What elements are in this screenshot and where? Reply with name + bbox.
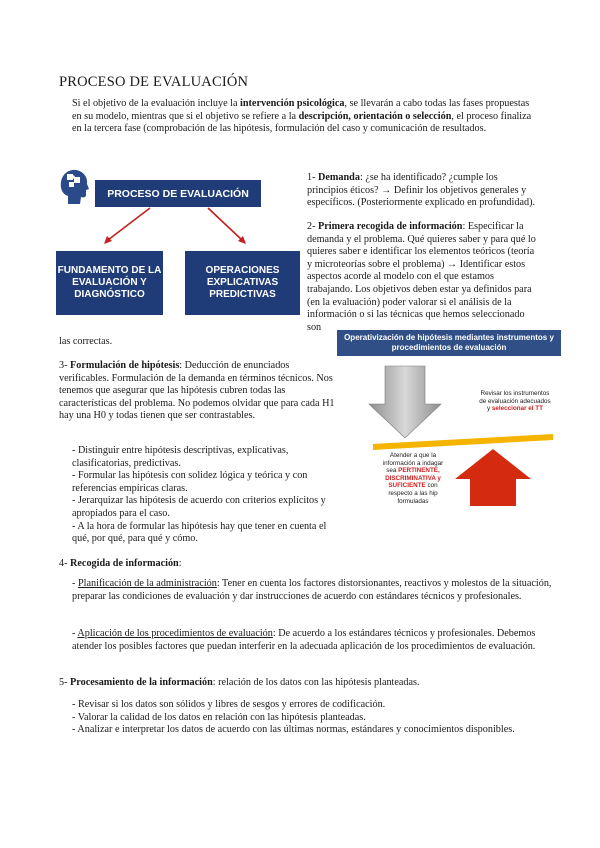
intro-bold-1: intervención psicológica [240,98,345,109]
fundamento-box: FUNDAMENTO DE LA EVALUACIÓN Y DIAGNÓSTICO [56,251,163,315]
step-4-label: Recogida de información [70,558,179,569]
step-4-item-2-prefix: - [72,628,78,639]
step-1-paragraph [307,172,539,210]
down-arrow [369,366,441,438]
list-item: - Jerarquizar las hipótesis de acuerdo con criterios explícitos y apropiados para el caso. [72,495,326,519]
instrument-note-text: Revisar los instrumentos de evaluación adecuados y [479,390,551,413]
process-diagram [58,168,303,328]
step-2-text: : Especificar la demanda y el problema. Qué quieres saber y para qué lo quieres saber e identificar los elementos teóricos (teoría y microteorías sobre el problema) → Identificar estos aspectos acorde al modelo con el que estamos trabajando. Los objetivos deben estar ya definidos para (en la evaluación) poder valorar si el análisis de la información o si las técnicas que hemos seleccionado son [307,221,536,333]
list-item: - Distinguir entre hipótesis descriptivas, explicativas, clasificatorias, predictivas. [72,445,289,469]
list-item: - Formular las hipótesis con solidez lógica y teórica y con referencias empíricas claras. [72,470,308,494]
step-1-text: : ¿se ha identificado? ¿cumple los principios éticos? → Definir los objetivos generales y específicos. (Posteriormente explicado en profundidad). [307,172,536,209]
step-5-list [72,699,562,737]
step-4-item-2 [72,628,552,653]
information-note-red: PERTINENTE, DISCRIMINATIVA y SUFICIENTE [385,467,441,490]
step-4-item-2-label: Aplicación de los procedimientos de evaluación [77,628,273,639]
step-1-label: Demanda [318,172,360,183]
list-item: - Valorar la calidad de los datos en relación con las hipótesis planteadas. [72,711,366,723]
step-4-number: 4- [59,558,71,569]
step-4-heading [59,558,182,571]
step-4-item-1-text: : Tener en cuenta los factores distorsionantes, reactivos y molestos de la situación, preparar las condiciones de evaluación y dar instrucciones de acuerdo con estándares técnicos y profesionales. [72,578,552,602]
up-arrow [455,449,531,506]
balance-bar [373,434,553,450]
intro-text-1: Si el objetivo de la evaluación incluye la [72,98,241,109]
intro-bold-2: descripción, orientación o selección [298,110,452,122]
step-4-colon: : [178,558,182,569]
step-4-item-1-prefix: - [72,578,78,589]
process-box: PROCESO DE EVALUACIÓN [95,180,261,207]
hypothesis-diagram-header: Operativización de hipótesis mediantes instrumentos y procedimientos de evaluación [337,330,561,356]
list-item: - Analizar e interpretar los datos de acuerdo con las últimas normas, estándares y conocimientos disponibles. [72,724,515,736]
step-3-text: : Deducción de enunciados verificables. Formulación de la demanda en términos técnicos. Nos tenemos que asegurar que las hipótesis cubren todas las características del problema. No podemos olvidar que para cada H1 hay una H0 y todas tienen que ser contrastables. [59,360,335,422]
step-5-label: Procesamiento de la información [70,677,213,688]
information-note [379,452,447,505]
step-4-item-2-text: : De acuerdo a los estándares técnicos y profesionales. Debemos atender los posibles factores que puedan interferir en la adecuada aplicación de los procedimientos de evaluación. [72,628,536,652]
intro-text-2: , se llevarán a cabo todas las fases propuestas en su modelo, mientras que si el objetivo se refiere a la [72,98,530,122]
step-5-text: : relación de los datos con las hipótesis planteadas. [212,677,420,688]
hypothesis-diagram-graphic [337,356,561,506]
step-5-heading [59,677,539,690]
step-2-number: 2- [307,221,319,232]
step-2-label: Primera recogida de información [318,221,463,232]
step-1-number: 1- [307,172,319,183]
step-3-number: 3- [59,360,71,371]
step-2-tail: las correctas. [59,336,113,347]
instrument-note-red: seleccionar el TT [491,405,543,413]
page-title: PROCESO DE EVALUACIÓN [59,74,249,90]
step-3-label: Formulación de hipótesis [70,360,180,371]
step-2-paragraph [307,221,539,334]
step-4-item-1 [72,578,552,603]
list-item: - A la hora de formular las hipótesis hay que tener en cuenta el qué, por qué, para qué y cómo. [72,520,327,545]
intro-paragraph [72,98,532,136]
information-note-text-1: Atender a que la información a indagar sea [382,452,444,475]
intro-text-3: , el proceso finaliza en la tercera fase (comprobación de las hipótesis, formulación del caso y comunicación de resultados. [72,110,532,135]
step-5-number: 5- [59,677,71,688]
step-4-item-1-label: Planificación de la administración [77,578,217,589]
step-3-list [72,445,340,546]
hypothesis-diagram [337,330,561,506]
instrument-note [477,390,553,413]
list-item: - Revisar si los datos son sólidos y libres de sesgos y errores de codificación. [72,699,386,710]
step-3-paragraph [59,360,337,423]
operaciones-box: OPERACIONES EXPLICATIVAS PREDICTIVAS [185,251,300,315]
information-note-text-2: con respecto a las hip formuladas [388,482,438,505]
